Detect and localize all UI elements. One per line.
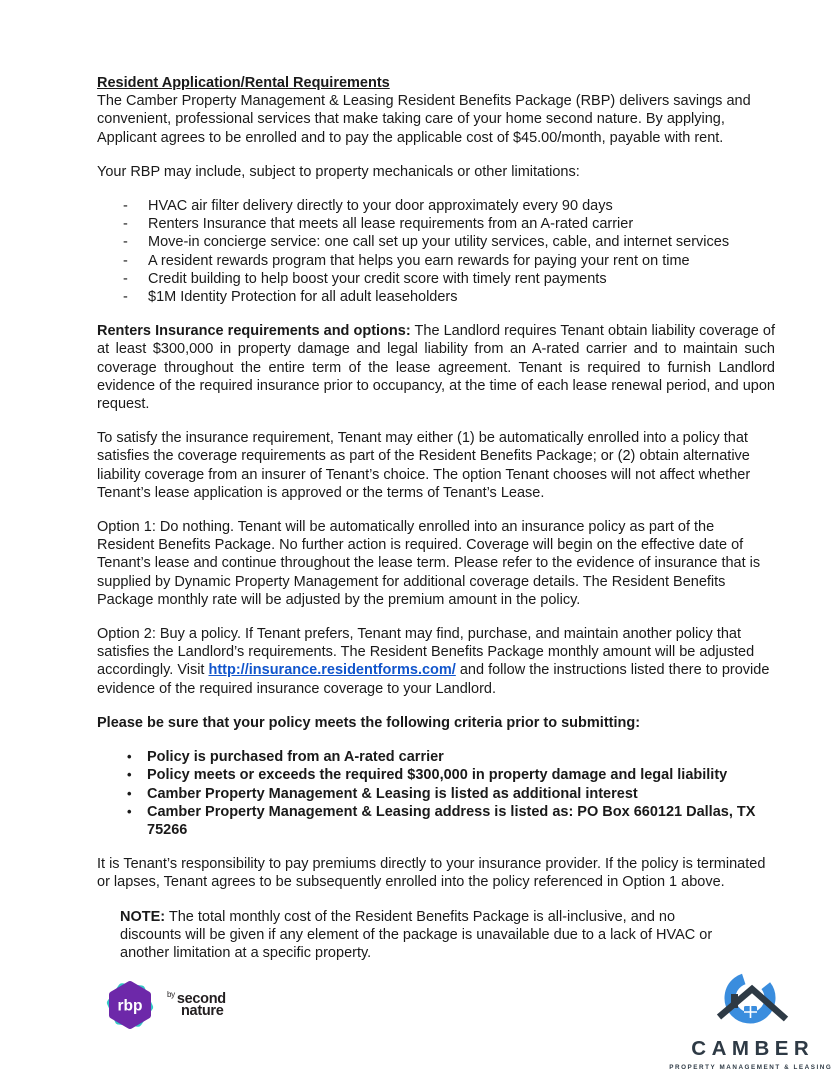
option2-after-link: and follow the instructions listed there to provide evidence of the required insurance coverage to your Landlord. [97,662,770,697]
note-label: NOTE: [120,908,166,925]
camber-name: CAMBER [691,1037,815,1060]
renters-insurance-lead: Renters Insurance requirements and options: [97,323,411,340]
list-item [123,215,775,233]
rbp-brand-line1: second [176,990,226,1007]
list-item-text: - $1M Identity Protection for all adult leaseholders [148,289,458,306]
camber-house-icon [691,968,809,1035]
list-item-text: - Credit building to help boost your credit score with timely rent payments [148,270,607,287]
note-paragraph [120,908,740,963]
responsibility-paragraph: It is Tenant’s responsibility to pay premiums directly to your insurance provider. If the policy is terminated or lapses, Tenant agrees to be subsequently enrolled into the policy referenced in Option 1 above. [97,856,766,891]
list-item-text: • Policy is purchased from an A-rated carrier [147,749,444,766]
option1-paragraph: Option 1: Do nothing. Tenant will be automatically enrolled into an insurance policy as part of the Resident Benefits Package. No further action is required. Coverage will begin on the effective date of Tenant’s lease and continue throughout the lease term. Please refer to the evidence of insurance that is supplied by Dynamic Property Management for additional coverage details. The Resident Benefits Package monthly rate will be adjusted by the premium amount in the policy. [97,519,761,608]
list-item [123,197,775,215]
list-item [127,803,775,839]
rbp-second-nature-logo [98,976,226,1034]
option2-paragraph [97,625,775,698]
list-item [127,748,775,766]
list-item [127,785,775,803]
list-item-text: • Camber Property Management & Leasing is listed as additional interest [147,785,638,802]
criteria-lead: Please be sure that your policy meets the following criteria prior to submitting: [97,714,641,731]
insurance-residentforms-link[interactable]: http://insurance.residentforms.com/ [208,662,456,679]
second-nature-wordmark [167,989,226,1018]
svg-text:rbp: rbp [117,997,143,1015]
page-title: Resident Application/Rental Requirements [97,75,390,91]
list-item [123,270,775,288]
list-item [127,766,775,784]
list-item-text: - Move-in concierge service: one call set up your utility services, cable, and internet services [148,234,730,251]
renters-insurance-paragraph [97,322,775,413]
option2-before-link: Option 2: Buy a policy. If Tenant prefers, Tenant may find, purchase, and maintain another policy that satisfies the Landlord’s requirements. The Resident Benefits Package monthly amount will be adjusted accordingly. Visit [97,626,755,679]
list-item-text: - A resident rewards program that helps you earn rewards for paying your rent on time [148,252,690,269]
rbp-benefits-list [97,197,775,306]
rbp-hexagon-icon [98,976,162,1034]
satisfy-paragraph: To satisfy the insurance requirement, Tenant may either (1) be automatically enrolled into a policy that satisfies the coverage requirements as part of the Resident Benefits Package; or (2) obtain alternative liability coverage from an insurer of Tenant’s choice. The option Tenant chooses will not affect whether Tenant’s lease application is approved or the terms of Tenant’s Lease. [97,430,751,501]
renters-insurance-rest: The Landlord requires Tenant obtain liability coverage of at least $300,000 in property damage and legal liability from an A-rated carrier and to maintain such coverage throughout the entire term of the lease agreement. Tenant is required to furnish Landlord evidence of the required insurance prior to occupancy, at the time of each lease renewal period, and upon request. [97,323,775,413]
list-item-text: • Policy meets or exceeds the required $300,000 in property damage and legal liability [147,767,728,784]
camber-tagline: PROPERTY MANAGEMENT & LEASING [669,1064,833,1071]
list-item-text: • Camber Property Management & Leasing address is listed as: PO Box 660121 Dallas, TX 75266 [147,803,756,838]
note-text: The total monthly cost of the Resident Benefits Package is all-inclusive, and no discounts will be given if any element of the package is unavailable due to a lack of HVAC or another limitation at a specific property. [120,908,713,961]
list-item [123,233,775,251]
rbp-include-lead: Your RBP may include, subject to property mechanicals or other limitations: [97,163,580,180]
list-item-text: - Renters Insurance that meets all lease requirements from an A-rated carrier [148,216,634,233]
camber-logo [669,968,833,1071]
rbp-brand-line2: nature [181,1003,224,1019]
list-item [123,252,775,270]
intro-paragraph: The Camber Property Management & Leasing Resident Benefits Package (RBP) delivers savings and convenient, professional services that make taking care of your home second nature. By applying, Applicant agrees to be enrolled and to pay the applicable cost of $45.00/month, payable with rent. [97,93,751,146]
list-item-text: - HVAC air filter delivery directly to your door approximately every 90 days [148,198,613,215]
rbp-by-text: by [167,989,175,999]
policy-criteria-list [97,748,775,839]
list-item [123,288,775,306]
